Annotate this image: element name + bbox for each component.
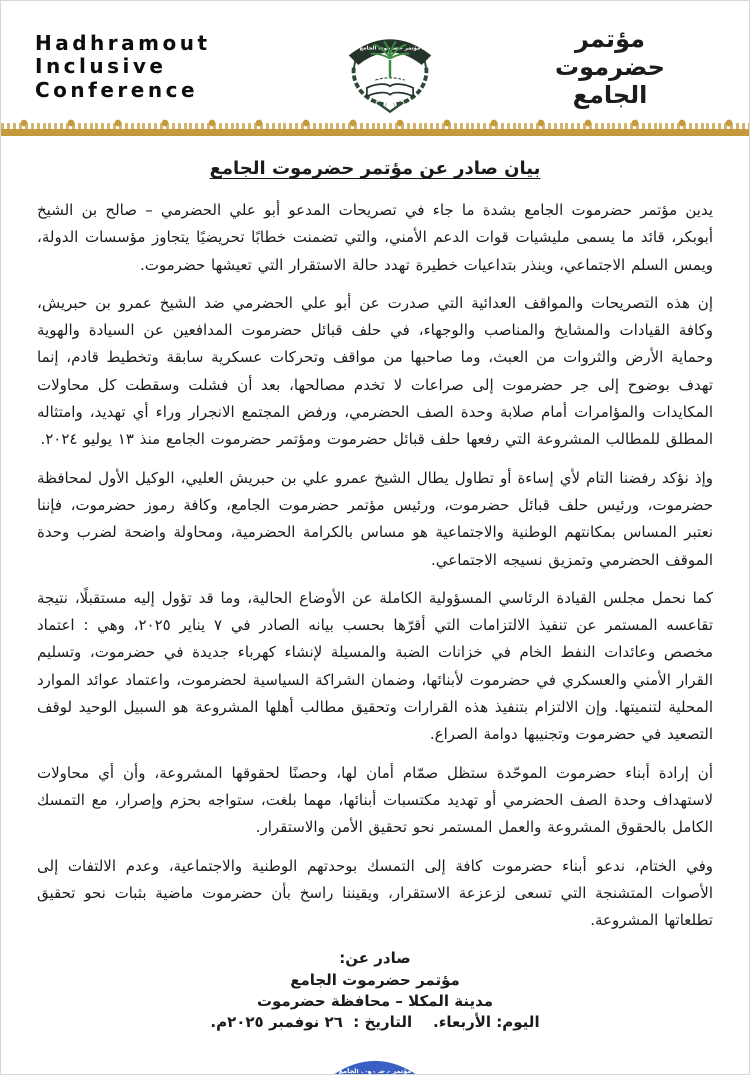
official-seal-stamp-icon [291,1038,459,1075]
org-name-english-line3: Conference [35,77,199,102]
statement-title: بيان صادر عن مؤتمر حضرموت الجامع [209,158,541,179]
statement-paragraph-2: إن هذه التصريحات والمواقف العدائية التي صدرت عن أبو علي الحضرمي ضد الشيخ عمرو بن حبريش، وكافة القيادات والمشايخ والمناصب والوجهاء، في حلف قبائل حضرموت المدافعين عن السيادة والهوية وحماية الأرض والثروات من العبث، وما صاحبها من مواقف وتحركات عسكرية سابقة وتخطيط قادم، إنما تهدف بوضوح إلى جر حضرموت إلى صراعات لا تخدم مصالحها، بعد أن فشلت وسقطت كل محاولات المكايدات والمؤامرات أمام صلابة وحدة الصف الحضرمي، ورفض المجتمع الانجرار وراء أي تهديد، وامتثاله المطلق للمطالب المشروعة التي رفعها حلف قبائل حضرموت ومؤتمر حضرموت الجامع منذ ١٣ يوليو ٢٠٢٤. [37,293,713,449]
org-name-english-line2: Inclusive [35,54,167,79]
statement-paragraph-4: كما نحمل مجلس القيادة الرئاسي المسؤولية الكاملة عن الأوضاع الحالية، وما قد تؤول إليه مستقبلًا، نتيجة تقاعسه المستمر عن تنفيذ الالتزامات التي أقرّها بحسب بيانه الصادر في ٧ يناير ٢٠٢٥، وهي : اعتماد مخصص وعائدات النفط الخام في خزانات الضبة والمسيلة لإنشاء كهرباء جديدة في حضرموت، وتسليم القرار الأمني والعسكري في حضرموت لأبنائها، وضمان الشراكة السياسية لحضرموت، واعتماد عوائد الموارد المحلية لتنميتها. وإن الالتزام بتنفيذ هذه القرارات وتحقيق مطالب أهلها المشروعة هو السبيل الوحيد لوقف التصعيد في حضرموت وتجنيبها دوامة الصراع. [37,588,714,744]
ornament-pattern [1,119,749,129]
ornament-bar [1,129,749,136]
org-name-arabic-line2: حضرموت [555,52,665,81]
stamp-area [37,1038,713,1075]
open-book-icon [367,84,413,96]
ornamental-divider [1,119,749,136]
statement-paragraph-1: يدين مؤتمر حضرموت الجامع بشدة ما جاء في تصريحات المدعو أبو علي الحضرمي – صالح بن الشيخ أبوبكر، قائد ما يسمى مليشيات قوات الدعم الأمني، والتي تضمنت خطابًا تحريضيًا يتجاوز مؤسسات الدولة، ويمس السلم الاجتماعي، وينذر بتداعيات خطيرة تهدد حالة الاستقرار التي تعيشها حضرموت. [37,201,713,274]
signature-block [37,948,713,1033]
statement-body [1,136,749,1075]
issue-date-line: اليوم: الأربعاء. التاريخ : ٢٦ نوفمبر ٢٠٢٥م. [210,1013,540,1032]
org-name-arabic [505,25,715,110]
statement-paragraph-6: وفي الختام، ندعو أبناء حضرموت كافة إلى التمسك بوحدتهم الوطنية والاجتماعية، وعدم الالتفات إلى الأصوات المتشنجة التي تسعى لزعزعة الاستقرار، ويقيننا راسخ بأن حضرموت ماضية بثبات نحو تحقيق تطلعاتها المشروعة. [37,856,713,930]
emblem-banner-text: مؤتمر حضرموت الجامع [359,45,421,52]
org-name-arabic-line1: مؤتمر [575,24,645,53]
letterhead [1,1,749,117]
issuer-location: مدينة المكلا – محافظة حضرموت [256,992,494,1011]
statement-paragraph-3: وإذ نؤكد رفضنا التام لأي إساءة أو تطاول يطال الشيخ عمرو علي بن حبريش العليي، الوكيل الأول لمحافظة حضرموت، ورئيس حلف قبائل حضرموت، ورئيس مؤتمر حضرموت الجامع، وكافة رموز حضرموت، فإننا نعتبر المساس بمكانتهم الوطنية والاجتماعية هو مساس بالكرامة الحضرمية، ومحاولة واضحة لضرب وحدة الموقف الحضرمي وتمزيق نسيجه الاجتماعي. [37,468,713,569]
conference-emblem-icon [332,20,448,114]
org-name-english-line1: Hadhramout [35,30,211,55]
issued-by-label: صادر عن: [339,949,411,968]
statement-paragraph-5: أن إرادة أبناء حضرموت الموحّدة ستظل صمّام أمان لها، وحصنًا لحقوقها المشروعة، وأن أي محاولات لاستهداف وحدة الصف الحضرمي أو تهديد مكتسبات أبنائها، مهما بلغت، ستواجه بحزم وإصرار، مع التمسك الكامل بالحقوق المشروعة والعمل المستمر نحو تحقيق الأمن والاستقرار. [37,763,713,837]
issuer-name: مؤتمر حضرموت الجامع [290,970,460,989]
stamp-banner-text: مؤتمر حضرموت الجامع [338,1066,412,1075]
org-name-english [35,32,275,102]
org-name-arabic-line3: الجامع [572,81,648,110]
